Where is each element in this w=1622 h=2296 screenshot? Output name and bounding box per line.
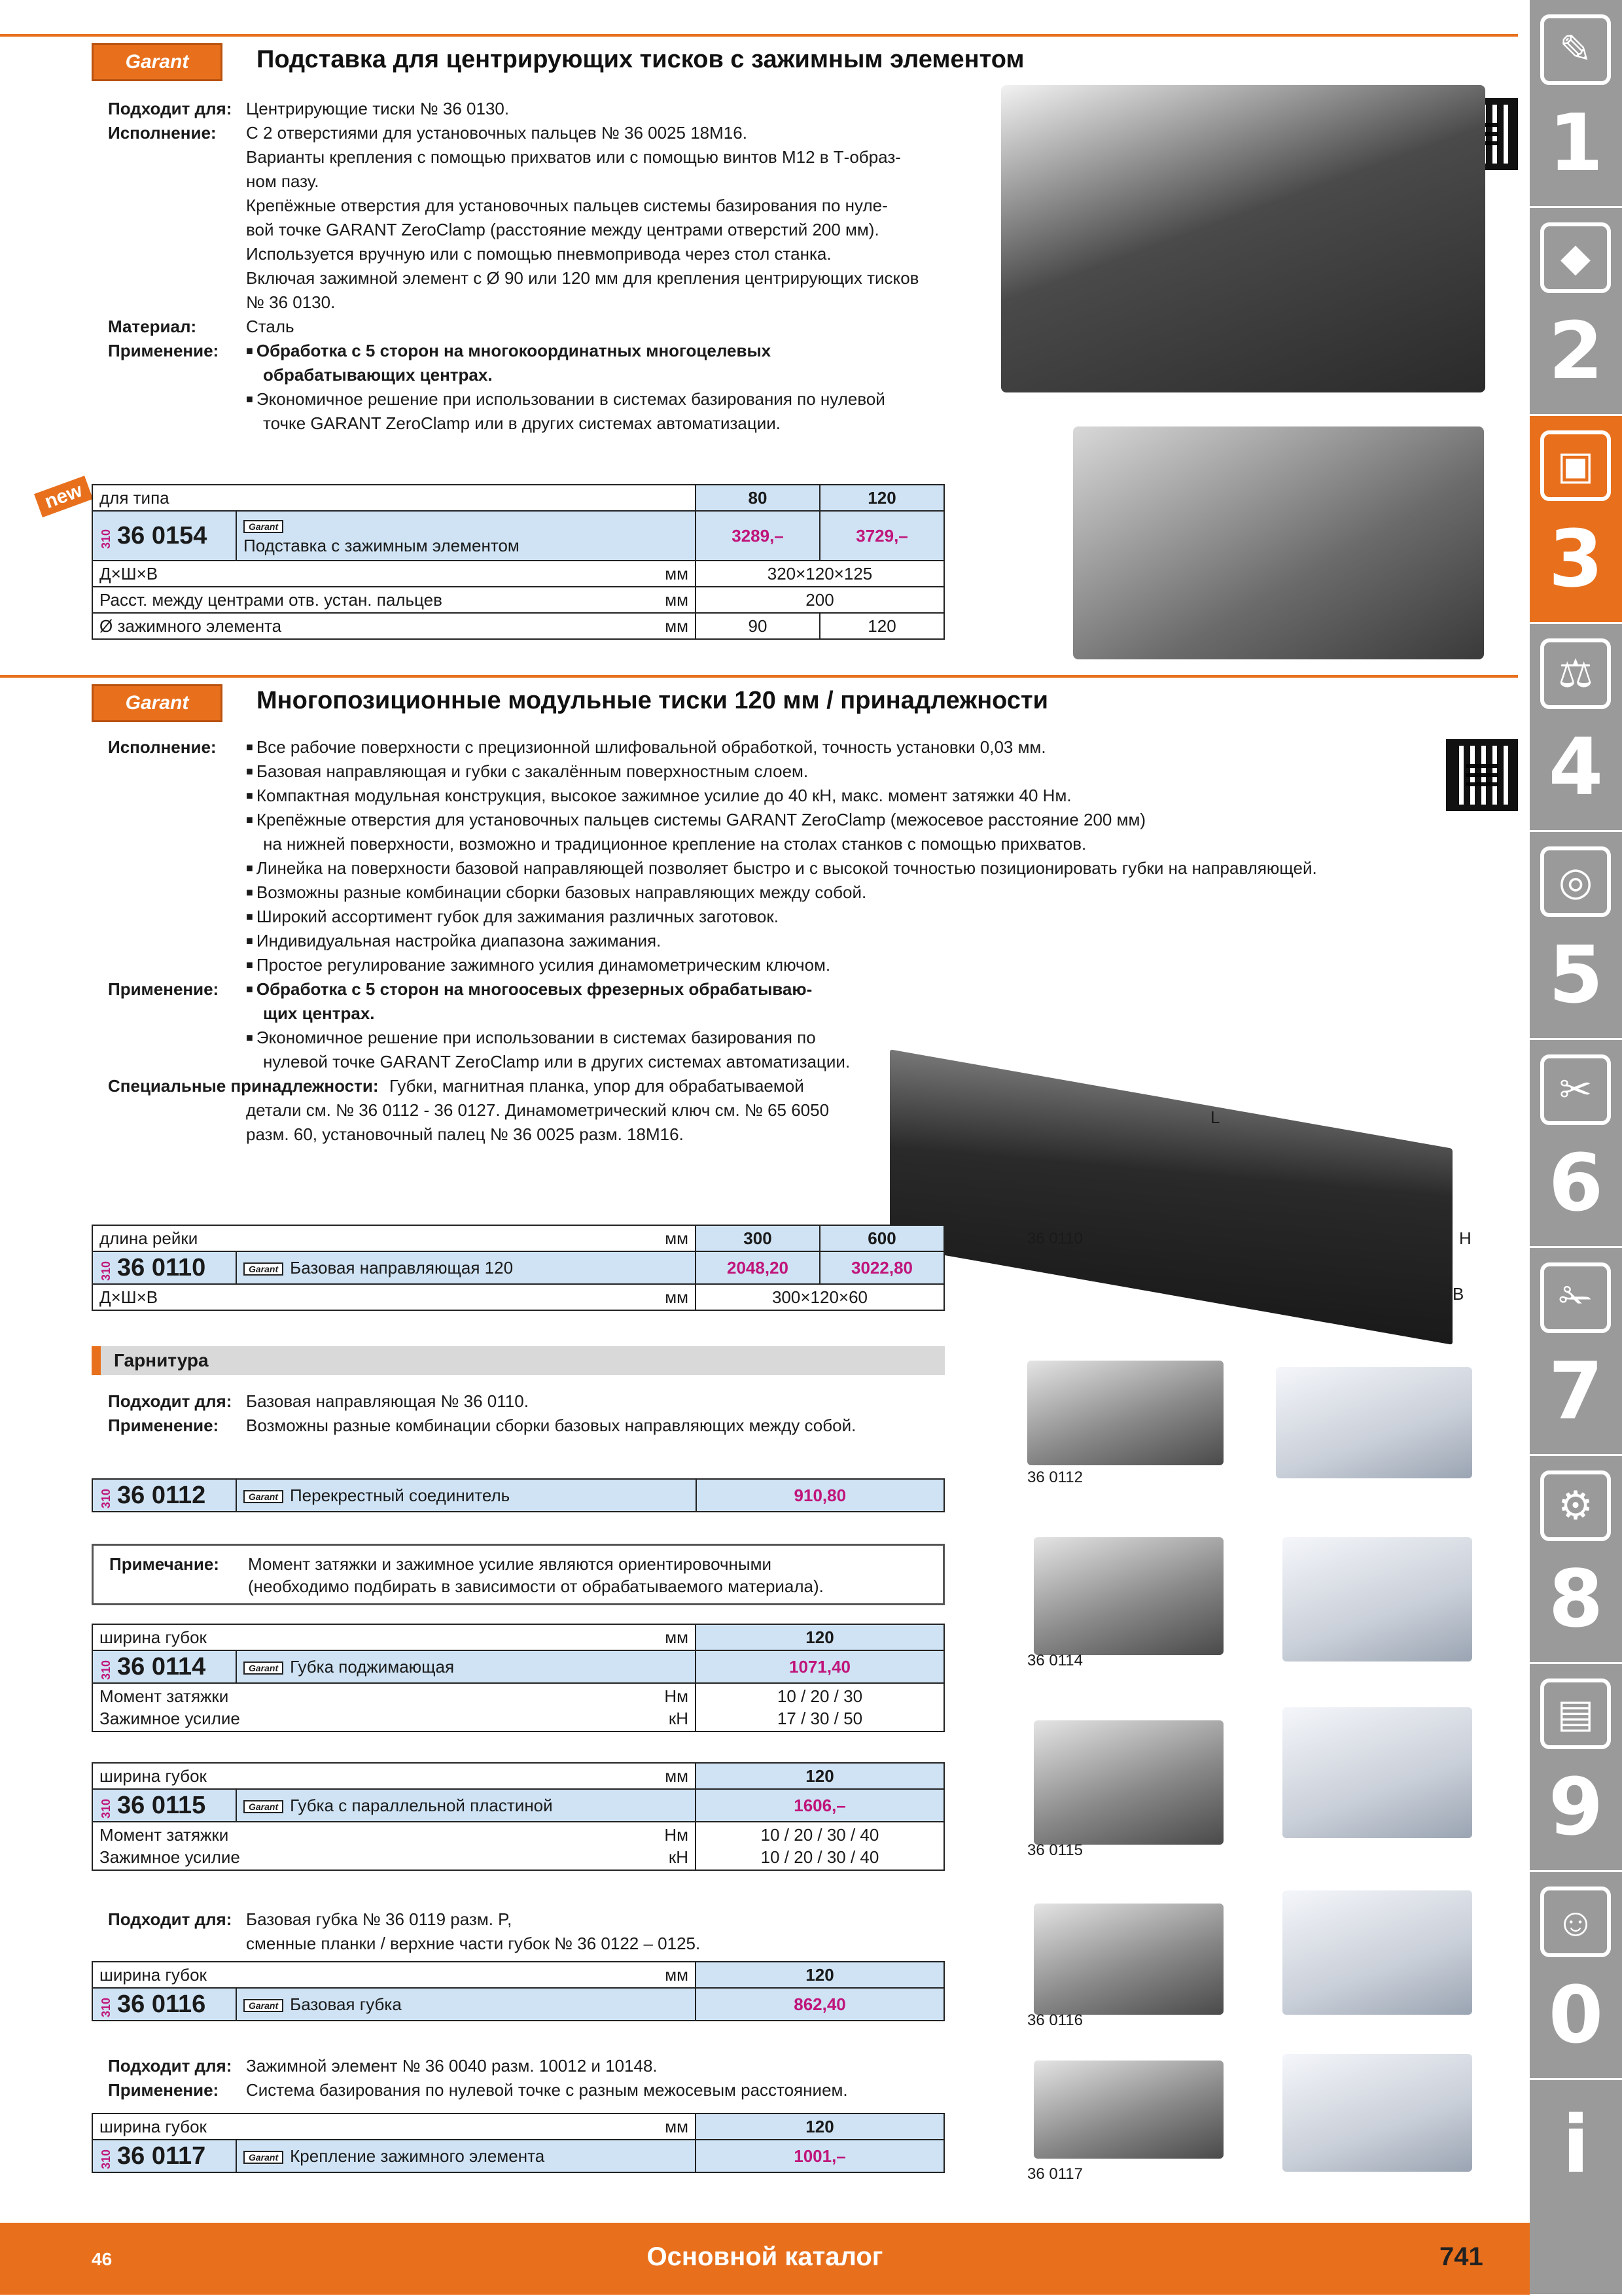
- chapter-icon: ▤: [1540, 1679, 1611, 1749]
- field-text: ■ Возможны разные комбинации сборки базовых направляющих между собой.: [246, 880, 866, 905]
- table-36-0115: ширина губок мм 120 310 36 0115 Garant Губка с параллельной пластиной 1606,– Момент затяжки Нм Зажимное усилие кН 10 / 20 / 30 / 40 10 / 20 / 30 / 40: [92, 1762, 945, 1871]
- field-text: ном пазу.: [246, 171, 319, 191]
- footer: [0, 2223, 1530, 2295]
- chapter-tab-6[interactable]: [1530, 1040, 1622, 1248]
- chapter-number: 2: [1548, 306, 1604, 397]
- chapter-tab-5[interactable]: [1530, 832, 1622, 1040]
- field-text: нулевой точке GARANT ZeroClamp или в других системах автоматизации.: [263, 1052, 851, 1071]
- field-text: ■ Все рабочие поверхности с прецизионной шлифовальной обработкой, точность установки 0,03 мм.: [246, 735, 1046, 759]
- product-sketch: [1282, 1707, 1472, 1838]
- field-text: детали см. № 36 0112 - 36 0127. Динамометрический ключ см. № 65 6050: [246, 1100, 830, 1120]
- chapter-number: 1: [1548, 98, 1604, 189]
- chapter-icon: ▣: [1540, 430, 1611, 501]
- field-text: обрабатывающих центрах.: [263, 365, 493, 385]
- chapter-icon: ⚙: [1540, 1470, 1611, 1541]
- field-label: Исполнение:: [108, 123, 217, 143]
- field-text: ■ Крепёжные отверстия для установочных пальцев системы GARANT ZeroClamp (межосевое расстояние 200 мм): [246, 808, 1146, 832]
- field-text: ■ Линейка на поверхности базовой направляющей позволяет быстро и с высокой точностью позиционировать губки на направляющей.: [246, 856, 1317, 880]
- header-label: для типа: [92, 485, 696, 511]
- chapter-tab-0[interactable]: [1530, 1872, 1622, 2080]
- product-photo: [1001, 85, 1485, 392]
- section-title: Подставка для центрирующих тисков с зажимным элементом: [256, 46, 1025, 73]
- product-name: Garant Подставка с зажимным элементом: [236, 511, 696, 561]
- price: 3289,–: [696, 511, 820, 561]
- chapter-icon: ☺: [1540, 1887, 1611, 1957]
- chapter-tab-1[interactable]: [1530, 0, 1622, 208]
- dimension-label: B: [1453, 1284, 1464, 1304]
- field-text: Крепёжные отверстия для установочных пальцев системы базирования по нуле-: [246, 196, 888, 215]
- product-image-36-0116: [1034, 1904, 1224, 2015]
- table-36-0112: 310 36 0112 Garant Перекрестный соединитель 910,80: [92, 1478, 945, 1512]
- field-text: Центрирующие тиски № 36 0130.: [246, 99, 510, 118]
- chapter-tab-4[interactable]: [1530, 624, 1622, 832]
- chapter-tab-7[interactable]: [1530, 1248, 1622, 1456]
- chapter-tab-i[interactable]: [1530, 2080, 1622, 2296]
- dimension-label: L: [1210, 1107, 1220, 1127]
- new-badge: new: [34, 476, 93, 517]
- product-sketch: [1282, 1537, 1472, 1661]
- field-text: ■ Экономичное решение при использовании в системах базирования по: [246, 1026, 816, 1050]
- field-text: С 2 отверстиями для установочных пальцев № 36 0025 18М16.: [246, 123, 747, 143]
- section-rule: [0, 34, 1518, 37]
- product-sketch: [1282, 1890, 1472, 2015]
- field-text: ■ Широкий ассортимент губок для зажимания различных заготовок.: [246, 905, 779, 929]
- page-number: 741: [1439, 2242, 1483, 2271]
- field-label: Подходит для:: [108, 99, 232, 118]
- product-sketch: [1282, 2054, 1472, 2172]
- section-rule: [0, 675, 1518, 678]
- qr-code-icon[interactable]: [1446, 739, 1518, 811]
- footer-title: Основной каталог: [646, 2242, 883, 2271]
- field-text: № 36 0130.: [246, 292, 336, 312]
- field-text: ■ Простое регулирование зажимного усилия динамометрическим ключом.: [246, 953, 830, 977]
- field-text: щих центрах.: [263, 1003, 375, 1023]
- field-text: ■ Экономичное решение при использовании в системах базирования по нулевой: [246, 387, 885, 411]
- product-image-36-0117: [1034, 2061, 1224, 2159]
- field-text: ■ Компактная модульная конструкция, высокое зажимное усилие до 40 кН, макс. момент затяжки 40 Нм.: [246, 784, 1072, 808]
- product-image-36-0112: [1027, 1361, 1224, 1465]
- chapter-icon: ✂: [1540, 1054, 1611, 1125]
- product-sketch: [1276, 1367, 1472, 1478]
- set-header: Гарнитура: [92, 1346, 945, 1375]
- chapter-tab-2[interactable]: [1530, 208, 1622, 416]
- garant-logo: Garant: [92, 684, 222, 722]
- table-36-0116: ширина губок мм 120 310 36 0116 Garant Базовая губка 862,40: [92, 1961, 945, 2021]
- field-label: Специальные принадлежности:: [108, 1076, 379, 1096]
- field-text: ■ Обработка с 5 сторон на многокоординатных многоцелевых: [246, 339, 771, 363]
- field-text: ■ Обработка с 5 сторон на многоосевых фрезерных обрабатываю-: [246, 977, 812, 1001]
- chapter-tab-9[interactable]: [1530, 1664, 1622, 1872]
- application-photo: [1073, 426, 1484, 659]
- chapter-icon: ✁: [1540, 1262, 1611, 1333]
- chapter-number: 7: [1548, 1346, 1604, 1437]
- field-text: Варианты крепления с помощью прихватов или с помощью винтов М12 в Т-образ-: [246, 147, 901, 167]
- field-text: Сталь: [246, 317, 294, 336]
- field-text: Включая зажимной элемент с Ø 90 или 120 мм для крепления центрирующих тисков: [246, 268, 919, 288]
- product-image-36-0115: [1034, 1720, 1224, 1845]
- chapter-number: i: [1562, 2100, 1590, 2191]
- product-image-36-0114: [1034, 1537, 1224, 1655]
- chapter-tab-8[interactable]: [1530, 1456, 1622, 1664]
- section-title: Многопозиционные модульные тиски 120 мм / принадлежности: [256, 687, 1048, 714]
- chapter-icon: ✎: [1540, 14, 1611, 85]
- garant-logo: Garant: [92, 43, 222, 81]
- field-text: Губки, магнитная планка, упор для обрабатываемой: [389, 1076, 804, 1096]
- field-label: Применение:: [108, 341, 219, 360]
- table-36-0154: для типа 80 120 310 36 0154 Garant Подставка с зажимным элементом 3289,– 3729,– Д×Ш×В мм 320×120×125 Расст. между центрами отв. устан. пальцев мм 200 Ø зажимного элемента мм 90 120: [92, 484, 945, 640]
- chapter-number: 0: [1548, 1970, 1604, 2061]
- table-36-0110: длина рейки мм 300 600 310 36 0110 Garant Базовая направляющая 120 2048,20 3022,80 Д×Ш×В мм 300×120×60: [92, 1225, 945, 1311]
- chapter-number: 8: [1548, 1554, 1604, 1645]
- article-number: 310 36 0154: [92, 511, 236, 561]
- chapter-icon: ◆: [1540, 222, 1611, 293]
- page-left-number: 46: [92, 2249, 113, 2269]
- field-text: на нижней поверхности, возможно и традиционное крепление на столах станков с помощью прихватов.: [263, 834, 1087, 854]
- base-rail-image: [890, 1049, 1453, 1345]
- chapter-number: 6: [1548, 1138, 1604, 1229]
- chapter-number: 9: [1548, 1762, 1604, 1853]
- field-text: точке GARANT ZeroClamp или в других системах автоматизации.: [263, 413, 781, 433]
- chapter-number: 3: [1548, 514, 1604, 605]
- note-box: Примечание: Момент затяжки и зажимное усилие являются ориентировочными (необходимо подбирать в зависимости от обрабатываемого материала).: [92, 1544, 945, 1605]
- chapter-icon: ⚖: [1540, 638, 1611, 709]
- dimension-label: H: [1459, 1228, 1472, 1248]
- field-label: Материал:: [108, 317, 197, 336]
- chapter-tab-3[interactable]: [1530, 416, 1622, 624]
- field-label: Исполнение:: [108, 737, 217, 757]
- table-36-0117: ширина губок мм 120 310 36 0117 Garant Крепление зажимного элемента 1001,–: [92, 2113, 945, 2173]
- field-text: разм. 60, установочный палец № 36 0025 разм. 18М16.: [246, 1124, 684, 1144]
- price: 3729,–: [820, 511, 944, 561]
- image-caption: 36 0110: [1027, 1230, 1083, 1247]
- chapter-number: 4: [1548, 722, 1604, 813]
- field-text: ■ Базовая направляющая и губки с закалённым поверхностным слоем.: [246, 759, 808, 784]
- field-label: Применение:: [108, 979, 219, 999]
- table-36-0114: ширина губок мм 120 310 36 0114 Garant Губка поджимающая 1071,40 Момент затяжки Нм Зажимное усилие кН 10 / 20 / 30 17 / 30 / 50: [92, 1624, 945, 1732]
- chapter-number: 5: [1548, 930, 1604, 1021]
- field-text: вой точке GARANT ZeroClamp (расстояние между центрами отверстий 200 мм).: [246, 220, 879, 239]
- chapter-icon: ◎: [1540, 846, 1611, 917]
- field-text: Используется вручную или с помощью пневмопривода через стол станка.: [246, 244, 832, 264]
- field-text: ■ Индивидуальная настройка диапазона зажимания.: [246, 929, 661, 953]
